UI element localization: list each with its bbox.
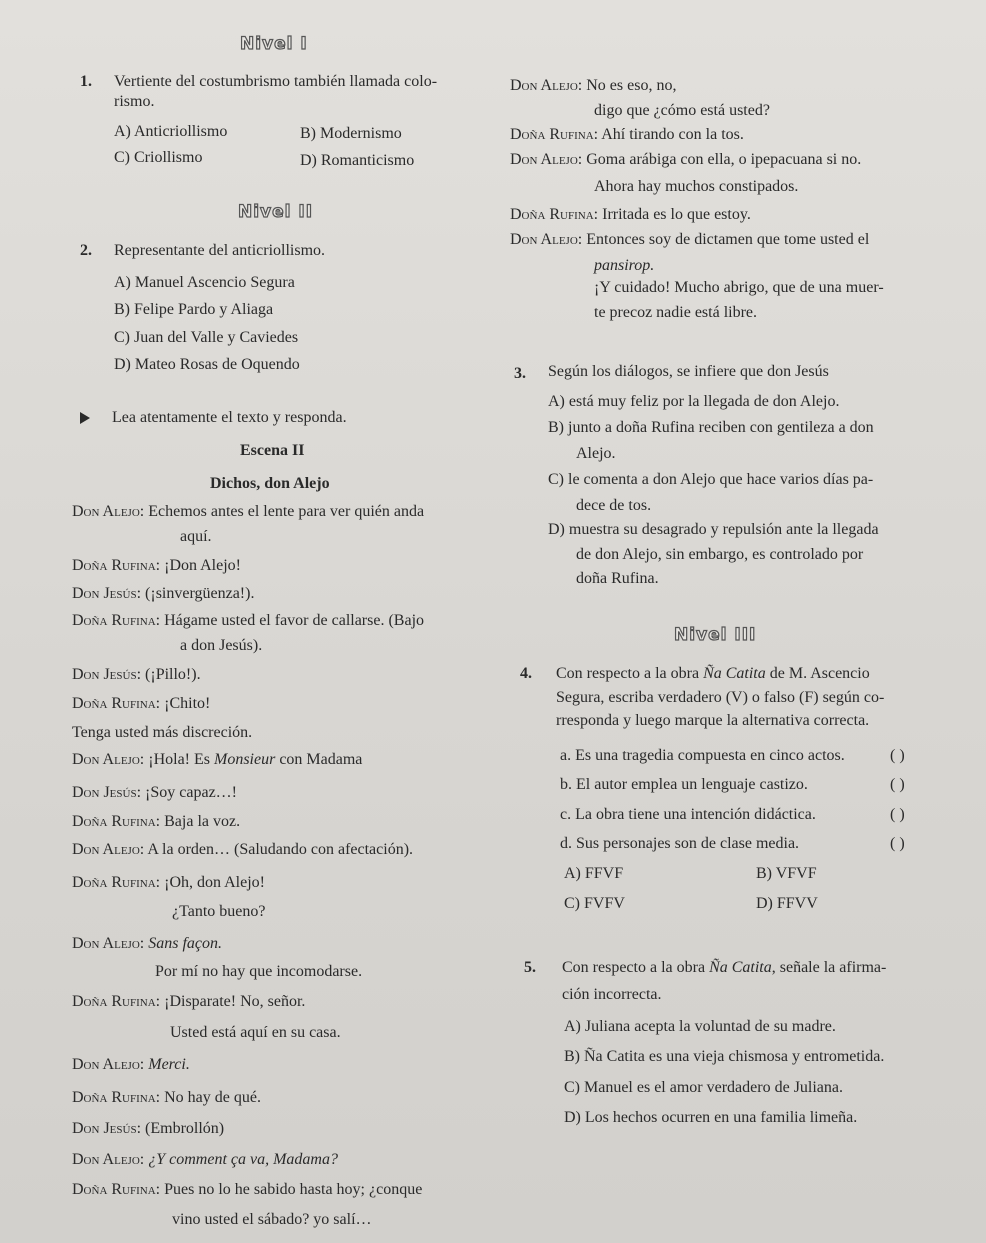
dialogue-line: Doña Rufina: ¡Disparate! No, señor. bbox=[72, 993, 306, 1010]
q3-option-d-line3: doña Rufina. bbox=[576, 570, 659, 587]
bullet-arrow-icon bbox=[80, 412, 90, 424]
dialogue-line: Ahora hay muchos constipados. bbox=[594, 178, 799, 195]
q4-text-line1: Con respecto a la obra Ña Catita de M. Ascencio bbox=[556, 665, 870, 682]
q4-statement-a: a. Es una tragedia compuesta en cinco actos. bbox=[560, 747, 845, 764]
q1-text-line2: rismo. bbox=[114, 93, 155, 110]
q3-text: Según los diálogos, se infiere que don Jesús bbox=[548, 363, 829, 380]
dialogue-line: Don Alejo: Entonces soy de dictamen que tome usted el bbox=[510, 231, 870, 248]
q3-option-c-line2: dece de tos. bbox=[576, 497, 652, 514]
q4-text-line3: rresponda y luego marque la alternativa correcta. bbox=[556, 712, 870, 729]
dialogue-line: Doña Rufina: Ahí tirando con la tos. bbox=[510, 126, 744, 143]
q5-option-b: B) Ña Catita es una vieja chismosa y entrometida. bbox=[564, 1048, 885, 1065]
q5-text-line1: Con respecto a la obra Ña Catita, señale la afirma- bbox=[562, 959, 887, 976]
dialogue-line: Doña Rufina: Hágame usted el favor de callarse. (Bajo bbox=[72, 612, 425, 629]
q4-answer-box-b[interactable]: ( ) bbox=[890, 776, 905, 793]
q4-statement-b: b. El autor emplea un lenguaje castizo. bbox=[560, 776, 808, 793]
dialogue-line: a don Jesús). bbox=[180, 637, 263, 654]
dialogue-line: Doña Rufina: ¡Oh, don Alejo! bbox=[72, 874, 265, 891]
dialogue-line: Don Alejo: Sans façon. bbox=[72, 935, 223, 952]
dialogue-line: Usted está aquí en su casa. bbox=[170, 1024, 341, 1041]
instruction-text: Lea atentamente el texto y responda. bbox=[112, 409, 347, 426]
q4-statement-c: c. La obra tiene una intención didáctica. bbox=[560, 806, 816, 823]
q1-option-d: D) Romanticismo bbox=[300, 152, 415, 169]
q3-option-d-line1: D) muestra su desagrado y repulsión ante la llegada bbox=[548, 521, 879, 538]
q5-option-a: A) Juliana acepta la voluntad de su madre. bbox=[564, 1018, 836, 1035]
q2-option-d: D) Mateo Rosas de Oquendo bbox=[114, 356, 300, 373]
q3-option-a: A) está muy feliz por la llegada de don Alejo. bbox=[548, 393, 840, 410]
q5-option-d: D) Los hechos ocurren en una familia limeña. bbox=[564, 1109, 858, 1126]
q4-option-b: B) VFVF bbox=[756, 865, 817, 882]
q4-statement-d: d. Sus personajes son de clase media. bbox=[560, 835, 800, 852]
q5-option-c: C) Manuel es el amor verdadero de Juliana. bbox=[564, 1079, 844, 1096]
dialogue-line: Don Alejo: ¡Hola! Es Monsieur con Madama bbox=[72, 751, 363, 768]
level-2-heading: Nivel II bbox=[238, 202, 314, 222]
q3-option-c-line1: C) le comenta a don Alejo que hace varios días pa- bbox=[548, 471, 874, 488]
q4-option-d: D) FFVV bbox=[756, 895, 818, 912]
dialogue-line: Don Jesús: ¡Soy capaz…! bbox=[72, 784, 237, 801]
q2-option-c: C) Juan del Valle y Caviedes bbox=[114, 329, 299, 346]
dialogue-line: Don Alejo: ¿Y comment ça va, Madama? bbox=[72, 1151, 338, 1168]
dialogue-line: te precoz nadie está libre. bbox=[594, 304, 758, 321]
dialogue-line: Don Alejo: Goma arábiga con ella, o ipepacuana si no. bbox=[510, 151, 862, 168]
dialogue-line: Don Jesús: (¡Pillo!). bbox=[72, 666, 201, 683]
q3-option-b-line2: Alejo. bbox=[576, 445, 616, 462]
dialogue-line: Don Alejo: Merci. bbox=[72, 1056, 190, 1073]
dialogue-line: Don Alejo: Echemos antes el lente para ver quién anda bbox=[72, 503, 425, 520]
q2-text: Representante del anticriollismo. bbox=[114, 242, 326, 259]
scene-subtitle: Dichos, don Alejo bbox=[210, 475, 330, 492]
q4-answer-box-c[interactable]: ( ) bbox=[890, 806, 905, 823]
q5-number: 5. bbox=[524, 959, 536, 976]
q1-option-a: A) Anticriollismo bbox=[114, 123, 228, 140]
dialogue-line: aquí. bbox=[180, 528, 212, 545]
q1-text-line1: Vertiente del costumbrismo también llamada colo- bbox=[114, 73, 438, 90]
q1-number: 1. bbox=[80, 73, 92, 90]
dialogue-line: Don Alejo: A la orden… (Saludando con afectación). bbox=[72, 841, 414, 858]
dialogue-line: ¿Tanto bueno? bbox=[172, 903, 266, 920]
dialogue-line: Don Jesús: (¡sinvergüenza!). bbox=[72, 585, 255, 602]
dialogue-line: Doña Rufina: Baja la voz. bbox=[72, 813, 241, 830]
dialogue-line: Don Alejo: No es eso, no, bbox=[510, 77, 677, 94]
level-1-heading: Nivel I bbox=[240, 34, 308, 54]
q3-number: 3. bbox=[514, 365, 526, 382]
dialogue-line: Doña Rufina: Pues no lo he sabido hasta hoy; ¿conque bbox=[72, 1181, 423, 1198]
dialogue-line: Doña Rufina: ¡Don Alejo! bbox=[72, 557, 241, 574]
dialogue-line: Doña Rufina: ¡Chito! bbox=[72, 695, 211, 712]
dialogue-line: Don Jesús: (Embrollón) bbox=[72, 1120, 225, 1137]
dialogue-line: digo que ¿cómo está usted? bbox=[594, 102, 770, 119]
q5-text-line2: ción incorrecta. bbox=[562, 986, 662, 1003]
dialogue-line: Doña Rufina: No hay de qué. bbox=[72, 1089, 261, 1106]
q4-text-line2: Segura, escriba verdadero (V) o falso (F) según co- bbox=[556, 689, 885, 706]
q3-option-d-line2: de don Alejo, sin embargo, es controlado por bbox=[576, 546, 864, 563]
q4-answer-box-d[interactable]: ( ) bbox=[890, 835, 905, 852]
dialogue-line: pansirop. bbox=[594, 257, 655, 274]
q1-option-c: C) Criollismo bbox=[114, 149, 203, 166]
q4-answer-box-a[interactable]: ( ) bbox=[890, 747, 905, 764]
dialogue-line: Tenga usted más discreción. bbox=[72, 724, 253, 741]
level-3-heading: Nivel III bbox=[674, 625, 757, 645]
q2-number: 2. bbox=[80, 242, 92, 259]
q4-option-a: A) FFVF bbox=[564, 865, 624, 882]
dialogue-line: Doña Rufina: Irritada es lo que estoy. bbox=[510, 206, 751, 223]
q4-option-c: C) FVFV bbox=[564, 895, 625, 912]
q1-option-b: B) Modernismo bbox=[300, 125, 402, 142]
q4-number: 4. bbox=[520, 665, 532, 682]
scene-title: Escena II bbox=[240, 442, 305, 459]
q2-option-a: A) Manuel Ascencio Segura bbox=[114, 274, 295, 291]
dialogue-line: vino usted el sábado? yo salí… bbox=[172, 1211, 372, 1228]
dialogue-line: Por mí no hay que incomodarse. bbox=[155, 963, 363, 980]
q3-option-b-line1: B) junto a doña Rufina reciben con gentileza a don bbox=[548, 419, 874, 436]
dialogue-line: ¡Y cuidado! Mucho abrigo, que de una muer- bbox=[594, 279, 884, 296]
q2-option-b: B) Felipe Pardo y Aliaga bbox=[114, 301, 274, 318]
